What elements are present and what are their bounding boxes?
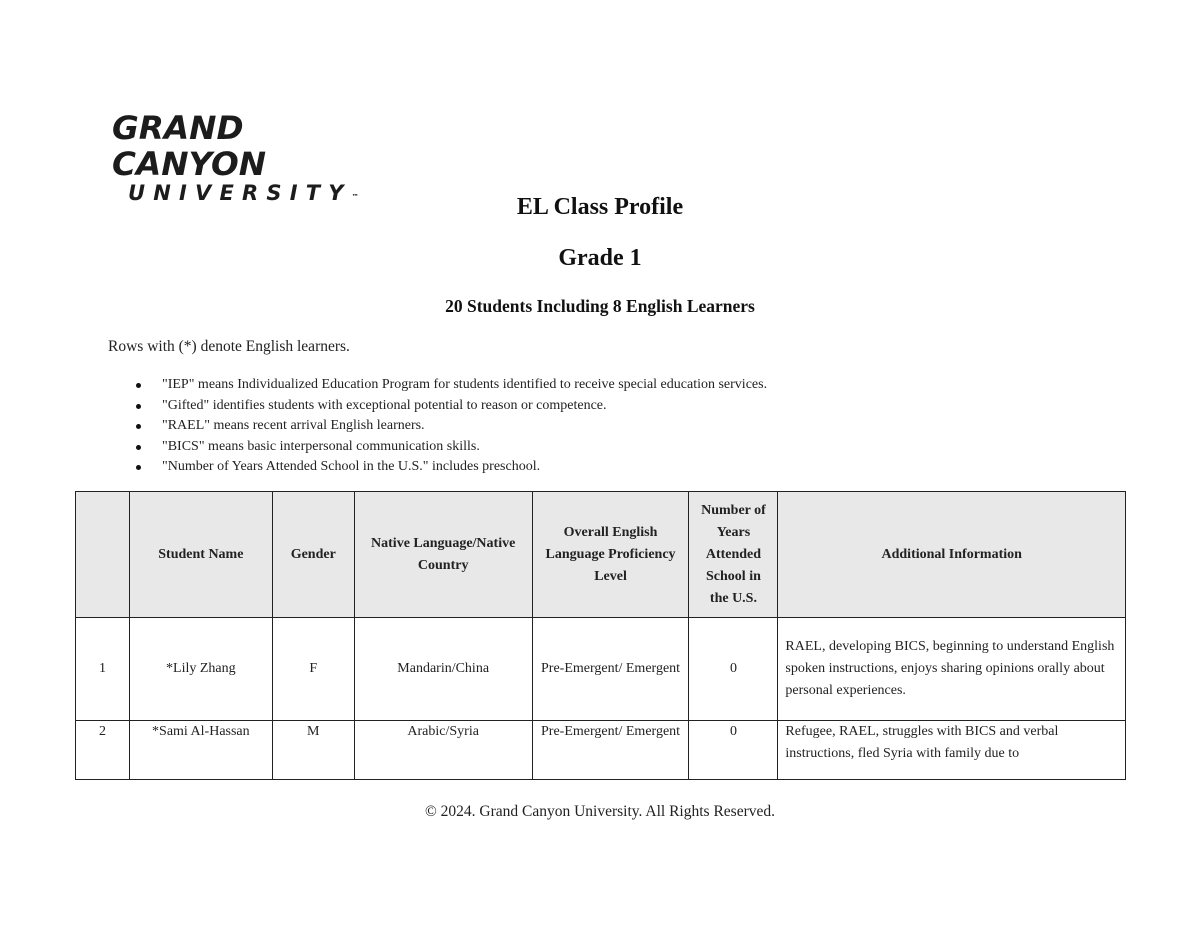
header-student-name: Student Name [129, 492, 272, 618]
cell-native-language: Mandarin/China [354, 618, 532, 721]
cell-proficiency: Pre-Emergent/ Emergent [532, 721, 689, 780]
definition-item-rael: "RAEL" means recent arrival English learners. [130, 416, 767, 437]
definitions-list [130, 375, 767, 478]
definition-item-bics: "BICS" means basic interpersonal communication skills. [130, 437, 767, 458]
english-learner-note: Rows with (*) denote English learners. [108, 338, 350, 355]
page-title: EL Class Profile [516, 194, 684, 220]
logo-trademark: ™ [351, 193, 359, 201]
header-gender: Gender [272, 492, 354, 618]
copyright-footer: © 2024. Grand Canyon University. All Rights Reserved. [424, 803, 775, 820]
table-row [76, 618, 1126, 721]
cell-years-attended: 0 [689, 618, 778, 721]
cell-additional-info: Refugee, RAEL, struggles with BICS and verbal instructions, fled Syria with family due to [778, 721, 1126, 780]
cell-proficiency: Pre-Emergent/ Emergent [532, 618, 689, 721]
header-additional-info: Additional Information [778, 492, 1126, 618]
cell-years-attended: 0 [689, 721, 778, 780]
cell-native-language: Arabic/Syria [354, 721, 532, 780]
cell-student-name: *Sami Al-Hassan [129, 721, 272, 780]
table-row [76, 721, 1126, 780]
table-header-row [76, 492, 1126, 618]
logo-wordmark-top: GRAND CANYON [112, 109, 267, 183]
header-proficiency: Overall English Language Proficiency Level [532, 492, 689, 618]
university-logo [112, 109, 392, 205]
grade-heading: Grade 1 [558, 245, 642, 271]
definition-item-years: "Number of Years Attended School in the U.S." includes preschool. [130, 457, 767, 478]
cell-gender: M [272, 721, 354, 780]
definition-item-gifted: "Gifted" identifies students with exceptional potential to reason or competence. [130, 396, 767, 417]
cell-additional-info: RAEL, developing BICS, beginning to understand English spoken instructions, enjoys sharing opinions orally about personal experiences. [778, 618, 1126, 721]
cell-student-name: *Lily Zhang [129, 618, 272, 721]
header-number [76, 492, 130, 618]
header-years-attended: Number of Years Attended School in the U.S. [689, 492, 778, 618]
class-profile-table [75, 491, 1126, 780]
logo-wordmark-university: UNIVERSITY [128, 181, 352, 205]
class-summary: 20 Students Including 8 English Learners [445, 296, 755, 316]
cell-number: 1 [76, 618, 130, 721]
header-native-language: Native Language/Native Country [354, 492, 532, 618]
definition-item-iep: "IEP" means Individualized Education Program for students identified to receive special education services. [130, 375, 767, 396]
cell-gender: F [272, 618, 354, 721]
cell-number: 2 [76, 721, 130, 780]
